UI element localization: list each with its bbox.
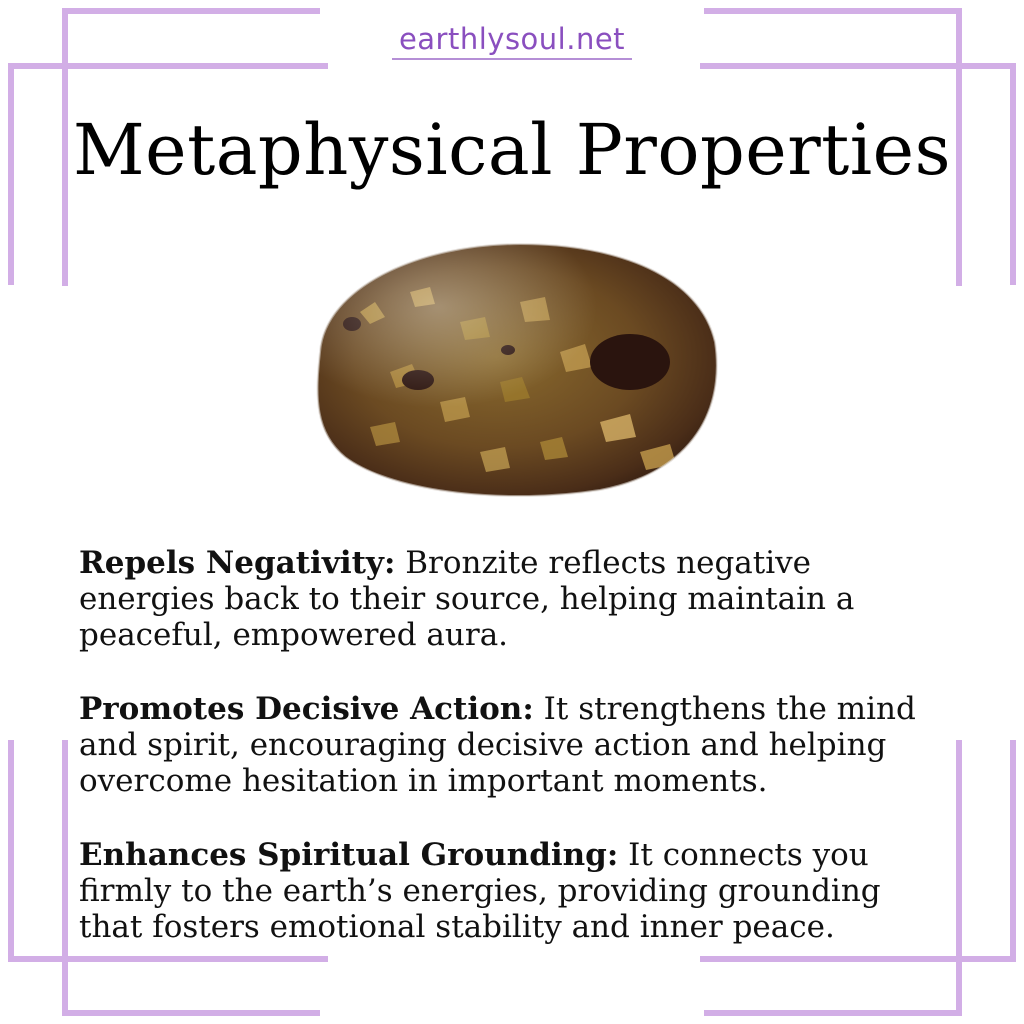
frame-line: [8, 63, 328, 69]
frame-line: [62, 1010, 320, 1016]
site-logo-text: earthlysoul.net: [398, 22, 626, 56]
frame-line: [1010, 740, 1016, 962]
property-item: [79, 691, 949, 799]
property-description: Bronzite reflects negative energies back to their source, helping maintain a peaceful, empowered aura.: [79, 545, 855, 653]
frame-line: [700, 63, 1016, 69]
frame-line: [62, 740, 68, 1016]
logo-underline: [392, 58, 632, 60]
property-description: It strengthens the mind and spirit, encouraging decisive action and helping overcome hesitation in important moments.: [79, 691, 916, 799]
property-label: Repels Negativity:: [79, 545, 396, 581]
bronzite-stone-image: [300, 232, 725, 502]
property-label: Promotes Decisive Action:: [79, 691, 534, 727]
frame-line: [704, 8, 962, 14]
frame-line: [956, 740, 962, 1016]
frame-line: [8, 740, 14, 962]
site-logo[interactable]: [0, 22, 1024, 60]
property-label: Enhances Spiritual Grounding:: [79, 837, 619, 873]
property-description: It connects you firmly to the earth’s energies, providing grounding that fosters emotional stability and inner peace.: [79, 837, 881, 945]
page-title: Metaphysical Properties: [72, 109, 952, 191]
frame-line: [704, 1010, 962, 1016]
property-item: [79, 837, 949, 945]
property-item: [79, 545, 949, 653]
frame-line: [62, 8, 320, 14]
properties-list: [79, 545, 949, 983]
